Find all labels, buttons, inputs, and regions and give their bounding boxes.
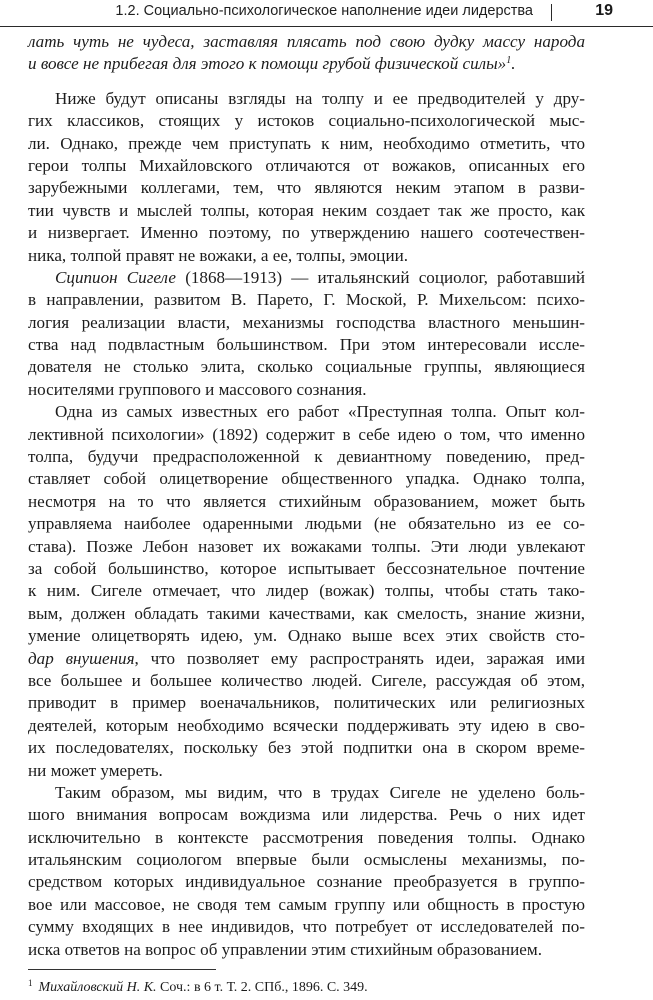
quote-line: лать чуть не чудеса, заставляя плясать под свою дудку массу народа [28,32,585,51]
paragraph-line: вым, должен обладать такими качествами, как смелость, знание жизни, [28,603,585,623]
paragraph-line: вое или массовое, не сводя тем самым группу или общность в простую [28,894,585,914]
paragraph-line: и низвергает. Именно поэтому, по утверждению нашего соотечествен- [28,223,585,243]
paragraph-line: толпа, будучи предрасположенной к девиантному поведению, пред- [28,447,585,467]
italic-term: дар внушения [28,648,135,668]
paragraph-line: шого внимания вопросам вождизма или лидерства. Речь о них идет [28,805,585,825]
paragraph-line: зарубежными коллегами, тем, что являются неким этапом в разви- [28,178,585,198]
paragraph-line: приводит в пример военачальников, политических или религиозных [28,693,585,713]
footnote [28,978,588,996]
paragraph-line: умение олицетворять идею, ум. Однако выше всех этих свойств сто- [28,626,585,646]
paragraph-line: герои толпы Михайловского отличаются от вожаков, описанных его [28,155,585,175]
quote-line: и вовсе не прибегая для этого к помощи грубой физической силы»$^1$. [28,54,516,74]
paragraph-line: к ним. Сигеле отмечает, что лидер (вожак) толпы, чтобы стать тако- [28,581,585,601]
paragraph-line: за собой большинство, которое испытывает бессознательное почтение [28,558,585,578]
header-divider [551,4,553,21]
paragraph-line: их последователях, поскольку без этой подпитки она в скором време- [28,738,585,758]
paragraph-line: Таким образом, мы видим, что в трудах Сигеле не уделено боль- [55,782,585,802]
running-header [0,0,653,27]
footnote-divider [28,969,216,970]
paragraph-line: Сципион Сигеле (1868—1913) — итальянский социолог, работавший [55,267,585,287]
person-name: Сципион Сигеле [55,267,177,287]
paragraph-line: гих классиков, стоящих у истоков социально-психологической мыс- [28,111,585,131]
main-text [28,31,585,961]
paragraph-line: логия реализации власти, механизмы господства властного меньшин- [28,312,585,332]
paragraph-line: итальянским социологом впервые были осмыслены механизмы, по- [28,850,585,870]
paragraph-line: лективной психологии» (1892) содержит в себе идею о том, что именно [28,424,585,444]
paragraph-line: ни может умереть. [28,760,163,780]
paragraph-line: дователя не столько элита, сколько социальные группы, являющиеся [28,357,585,377]
paragraph-line: деятелей, которым необходимо всячески поддерживать эту идею в сво- [28,715,585,735]
footnote-ref: 1 [506,55,512,67]
paragraph-line: средством которых индивидуальное сознание преобразуется в группо- [28,872,585,892]
paragraph-line: несмотря на то что является стихийным образованием, может быть [28,491,585,511]
paragraph-line: все большее и большее количество людей. Сигеле, рассуждая об этом, [28,670,585,690]
paragraph-line: управляема наиболее одаренными людьми (не обязательно из ее со- [28,514,585,534]
footnote-marker: 1 [28,978,33,988]
footnote-author: Михайловский Н. К. [38,980,157,995]
paragraph-line: тии чувств и мыслей толпы, которая неким создает так же просто, как [28,200,585,220]
paragraph-line: ставляет собой олицетворение общественного упадка. Однако толпа, [28,469,585,489]
paragraph-line: исключительно в контексте рассмотрения поведения толпы. Однако [28,827,585,847]
paragraph-line: ли. Однако, прежде чем приступать к ним, необходимо отметить, что [28,133,585,153]
page-number: 19 [595,2,613,19]
footnote-citation: Соч.: в 6 т. Т. 2. СПб., 1896. С. 349. [156,980,368,995]
paragraph-line: носителями группового и массового сознания. [28,379,367,399]
paragraph-line: Одна из самых известных его работ «Преступная толпа. Опыт кол- [55,402,585,422]
paragraph-line: Ниже будут описаны взгляды на толпу и ее предводителей у дру- [55,88,585,108]
paragraph-line: в направлении, развитом В. Парето, Г. Моской, Р. Михельсом: психо- [28,290,585,310]
paragraph-line: става). Позже Лебон назовет их вожаками толпы. Эти люди увлекают [28,536,585,556]
paragraph-line: ства над подвластным большинством. При этом интересовали иссле- [28,335,585,355]
paragraph-line: дар внушения, что позволяет ему распространять идеи, заражая ими [28,648,586,668]
section-title: 1.2. Социально-психологическое наполнение идеи лидерства [115,3,533,19]
paragraph-line: ника, толпой правят не вожаки, а ее, толпы, эмоции. [28,245,409,265]
paragraph-line: иска ответов на вопрос об управлении этим стихийным образованием. [28,939,542,959]
paragraph-line: сумму входящих в нее индивидов, что потребует от исследователей по- [28,917,585,937]
